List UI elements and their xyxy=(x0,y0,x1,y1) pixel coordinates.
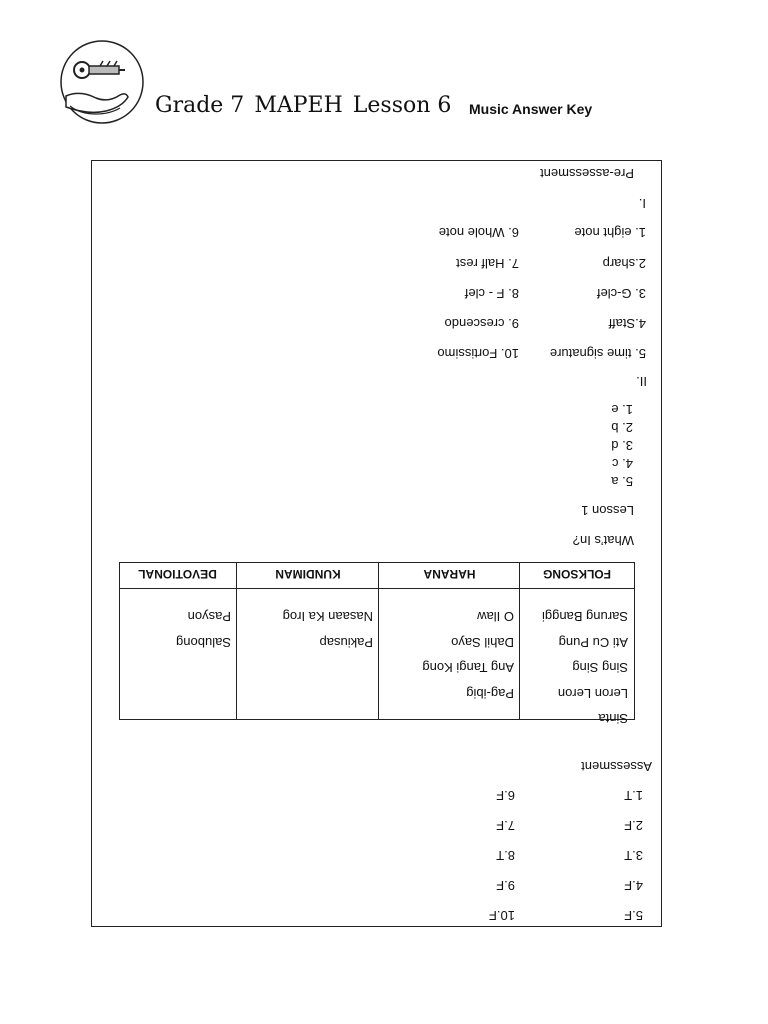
table-cell: Pakiusap xyxy=(319,635,373,650)
table-cell: Pag-ibig xyxy=(466,686,514,701)
whats-in-heading: What’s In? xyxy=(572,533,634,548)
list-item: 2.sharp xyxy=(602,256,646,271)
list-item: 6. Whole note xyxy=(438,225,519,240)
table-divider xyxy=(378,563,379,719)
grade-text: Grade 7 xyxy=(155,93,245,118)
song-types-table xyxy=(119,562,635,727)
lesson-one-heading: Lesson 1 xyxy=(581,503,634,518)
table-column-folksong xyxy=(542,599,628,727)
list-item: 1.T xyxy=(624,788,643,803)
list-item: 9. crescendo xyxy=(444,316,519,331)
list-item: 3.T xyxy=(624,848,643,863)
table-cell: O Ilaw xyxy=(477,609,514,625)
list-item: 4.F xyxy=(624,878,643,893)
assessment-heading: Assessment xyxy=(581,759,652,774)
list-item: 3. G-clef xyxy=(596,286,646,301)
list-item: 5. time signature xyxy=(549,346,646,361)
part-two-label: II. xyxy=(636,374,647,389)
list-item: 8.T xyxy=(496,848,515,863)
lesson-text: Lesson 6 xyxy=(352,93,452,118)
table-cell: Nasaan Ka Irog xyxy=(282,609,373,625)
answer-key-box xyxy=(91,160,662,927)
list-item: 5. a xyxy=(611,474,633,489)
table-header-row xyxy=(120,563,634,589)
list-item: 5.F xyxy=(624,908,643,923)
table-cell: Salubong xyxy=(176,635,231,650)
table-cell: Ati Cu Pung xyxy=(558,635,628,650)
list-item: 4. c xyxy=(612,456,633,471)
list-item: 8. F - clef xyxy=(464,286,519,301)
part-one-label: I. xyxy=(638,196,646,211)
table-divider xyxy=(519,563,520,719)
table-column-kundiman xyxy=(283,599,373,650)
table-header: FOLKSONG xyxy=(543,567,611,581)
list-item: 6.F xyxy=(496,788,515,803)
pre-assessment-heading: Pre-assessment xyxy=(540,166,634,181)
table-header: KUNDIMAN xyxy=(275,567,341,581)
table-column-harana xyxy=(422,599,514,701)
list-item: 2.F xyxy=(624,818,643,833)
table-header: DEVOTIONAL xyxy=(138,567,217,581)
page-title xyxy=(155,93,461,118)
table-column-devotional xyxy=(176,599,231,650)
list-item: 10.F xyxy=(488,908,515,923)
upside-down-content xyxy=(92,161,661,926)
list-item: 7.F xyxy=(496,818,515,833)
table-cell: Sarung Banggi xyxy=(541,609,628,625)
table-cell: Sing Sing xyxy=(572,660,628,676)
page-subtitle: Music Answer Key xyxy=(469,101,593,117)
table-divider xyxy=(236,563,237,719)
list-item: 1. e xyxy=(611,402,633,417)
key-in-hand-logo-icon xyxy=(58,36,146,128)
list-item: 7. Half rest xyxy=(456,256,519,271)
list-item: 9.F xyxy=(496,878,515,893)
list-item: 4.Staff xyxy=(608,316,646,331)
subject-text: MAPEH xyxy=(254,93,343,118)
list-item: 3. d xyxy=(611,438,633,453)
list-item: 10. Fortissimo xyxy=(437,346,519,361)
table-cell: Leron Leron xyxy=(557,686,628,701)
list-item: 2. b xyxy=(611,420,633,435)
table-header: HARANA xyxy=(423,567,476,581)
table-cell: Sinta xyxy=(598,711,628,727)
table-cell: Dahil Sayo xyxy=(451,635,514,650)
list-item: 1. eight note xyxy=(574,225,646,240)
table-cell: Ang Tangi Kong xyxy=(422,660,514,676)
table-cell: Pasyon xyxy=(187,609,231,625)
